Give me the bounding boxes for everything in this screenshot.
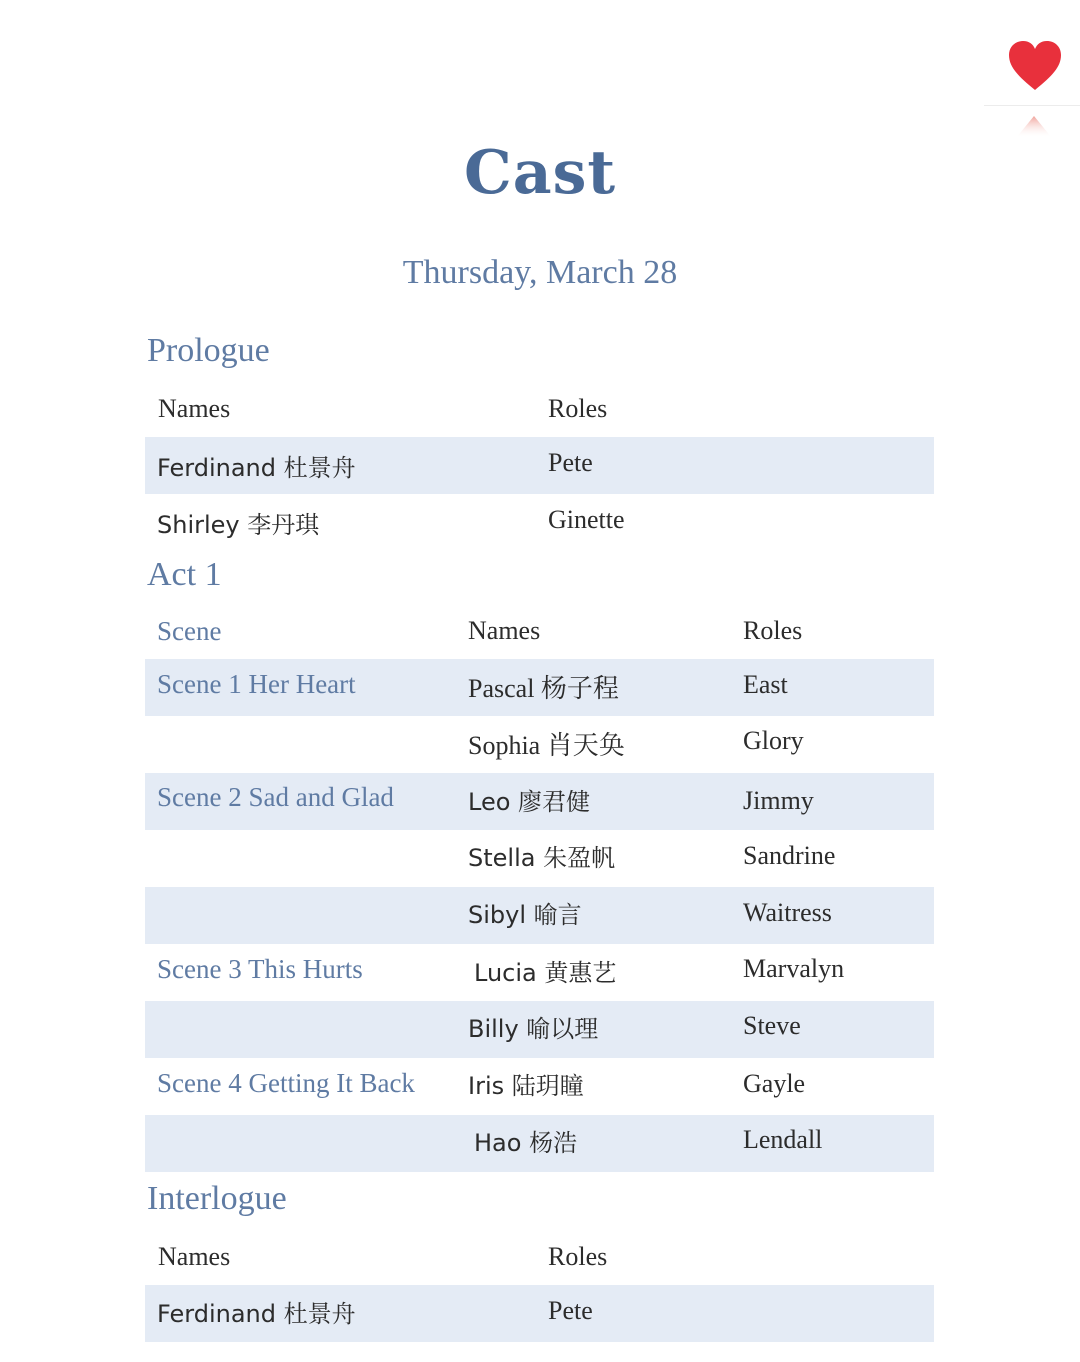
cast-role: Jimmy: [743, 786, 814, 815]
table-row: [145, 773, 934, 830]
rail-divider: [984, 105, 1080, 106]
cast-name: Shirley 李丹琪: [157, 511, 320, 539]
cast-role: Steve: [743, 1011, 801, 1040]
table-row: [145, 830, 934, 887]
table-header-row: [145, 1228, 934, 1285]
cast-role: Pete: [548, 448, 593, 477]
scene-label: Scene 1 Her Heart: [157, 669, 356, 699]
act1-table: [145, 602, 934, 1172]
header-roles: Roles: [548, 1242, 608, 1271]
cast-role: East: [743, 670, 788, 699]
page-title: Cast: [463, 138, 617, 208]
section-title-prologue: Prologue: [147, 332, 270, 369]
table-header-row: [145, 380, 934, 437]
cast-role: Sandrine: [743, 841, 836, 870]
up-arrow-icon[interactable]: [1014, 114, 1054, 140]
scene-label: Scene 2 Sad and Glad: [157, 782, 394, 812]
header-names: Names: [468, 616, 541, 645]
table-row: [145, 716, 934, 773]
table-row: [145, 887, 934, 944]
table-header-row: [145, 602, 934, 659]
header-scene: Scene: [157, 616, 222, 646]
cast-name: Pascal 杨子程: [468, 674, 619, 703]
cast-role: Gayle: [743, 1069, 806, 1098]
table-row: [145, 659, 934, 716]
header-names: Names: [158, 1242, 231, 1271]
cast-name: Leo 廖君健: [468, 788, 591, 816]
scene-label: Scene 4 Getting It Back: [157, 1068, 415, 1098]
cast-role: Marvalyn: [743, 954, 845, 983]
cast-name: Sibyl 喻言: [468, 901, 582, 929]
scene-label: Scene 3 This Hurts: [157, 954, 363, 984]
cast-name: Sophia 肖天奂: [468, 731, 625, 760]
section-title-interlogue: Interlogue: [147, 1180, 287, 1217]
cast-name: Hao 杨浩: [474, 1129, 578, 1157]
cast-role: Lendall: [743, 1125, 823, 1154]
cast-role: Ginette: [548, 505, 625, 534]
cast-name: Stella 朱盈帆: [468, 844, 616, 872]
table-row: [145, 1001, 934, 1058]
section-title-act-1: Act 1: [147, 556, 222, 593]
table-row: [145, 494, 934, 551]
table-row: [145, 1115, 934, 1172]
table-row: [145, 1285, 934, 1342]
table-row: [145, 944, 934, 1001]
cast-name: Iris 陆玥瞳: [468, 1072, 584, 1100]
cast-name: Billy 喻以理: [468, 1015, 599, 1043]
header-roles: Roles: [548, 394, 608, 423]
cast-name: Ferdinand 杜景舟: [157, 1300, 356, 1328]
heart-icon[interactable]: [1008, 40, 1062, 92]
header-names: Names: [158, 394, 231, 423]
cast-role: Pete: [548, 1296, 593, 1325]
header-roles: Roles: [743, 616, 803, 645]
table-row: [145, 437, 934, 494]
interlogue-table: [145, 1228, 934, 1342]
prologue-table: [145, 380, 934, 551]
table-row: [145, 1058, 934, 1115]
cast-name: Lucia 黄惠艺: [474, 959, 617, 987]
cast-role: Waitress: [743, 898, 832, 927]
cast-name: Ferdinand 杜景舟: [157, 454, 356, 482]
page-date: Thursday, March 28: [402, 254, 678, 291]
cast-role: Glory: [743, 726, 804, 755]
